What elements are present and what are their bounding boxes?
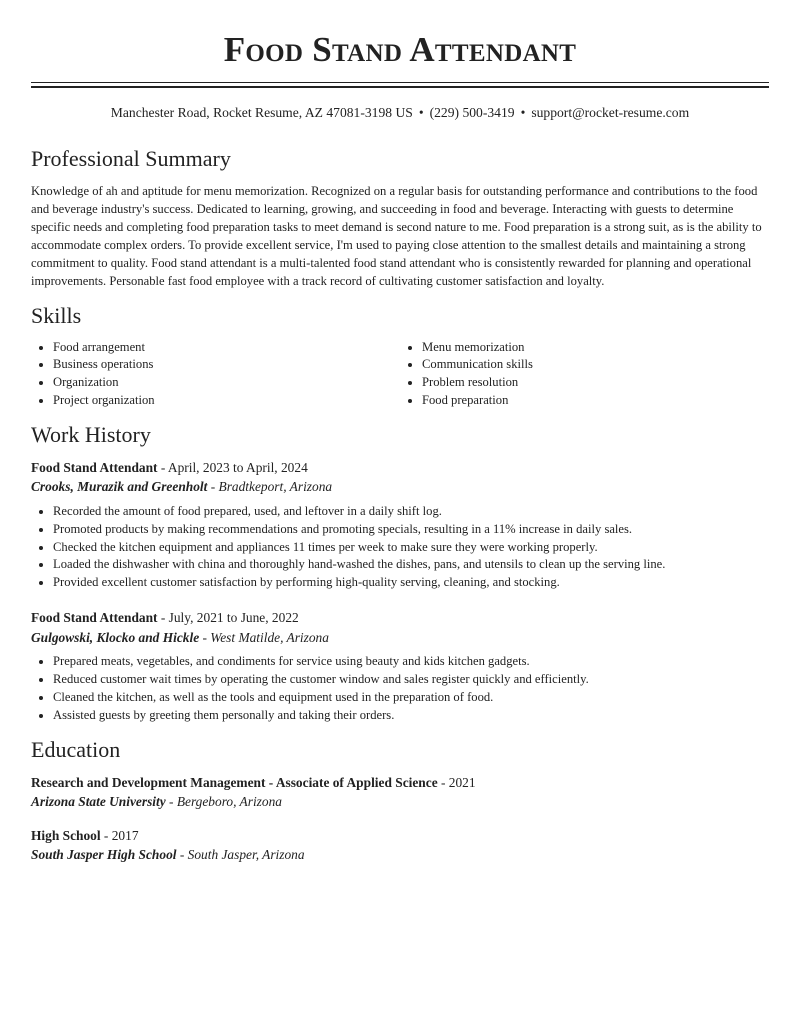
job-bullet: • Promoted products by making recommendations and promoting specials, resulting in a 11% increase in daily sales. <box>53 521 769 539</box>
skills-list <box>31 339 769 410</box>
degree-name: Research and Development Management - Associate of Applied Science <box>31 774 438 790</box>
education-entry <box>31 773 769 812</box>
skills-heading: Skills <box>31 302 82 328</box>
education-entry <box>31 826 769 865</box>
skill-item: • Business operations <box>53 356 400 374</box>
summary-text: Knowledge of ah and aptitude for menu memorization. Recognized on a regular basis for outstanding performance and contributions to the food and beverage industry's success. Dedicated to learning, growing, and succeeding in food and beverage. Interacting with guests to determine specific needs and completing food preparation tasks to meet demand is second nature to me. Food preparation is a strong suit, as is the ability to accommodate complex orders. To provide excellent service, I'm used to paying close attention to the smallest details and maintaining a strong commitment to quality. Food stand attendant is a multi-talented food stand attendant who is consistently rewarded for planning and operational improvements. Personable fast food employee with a track record of cultivating customer satisfaction and loyalty. <box>31 184 762 289</box>
school-line <box>31 792 769 812</box>
contact-line <box>31 103 769 123</box>
job-employer-line <box>31 477 769 497</box>
job-bullet: • Assisted guests by greeting them personally and taking their orders. <box>53 707 769 725</box>
job-employer-line <box>31 628 769 648</box>
header-divider <box>31 82 769 88</box>
skills-column-1 <box>31 339 400 410</box>
bullet-separator: • <box>520 105 526 120</box>
skill-item: • Problem resolution <box>422 374 769 392</box>
job-title-line <box>31 458 769 478</box>
contact-address: Manchester Road, Rocket Resume, AZ 47081-3198 US <box>110 105 413 120</box>
contact-email: support@rocket-resume.com <box>531 105 690 120</box>
skill-item: • Food arrangement <box>53 339 400 357</box>
work-history-heading: Work History <box>31 421 151 447</box>
graduation-year: - 2017 <box>100 827 139 843</box>
resume-name: Food Stand Attendant <box>223 30 577 69</box>
school-line <box>31 845 769 865</box>
job-bullet: • Provided excellent customer satisfaction by performing high-quality serving, cleaning, and stocking. <box>53 574 769 592</box>
job-bullet: • Loaded the dishwasher with china and thoroughly hand-washed the dishes, pans, and utensils to clean up the serving line. <box>53 556 769 574</box>
degree-line <box>31 773 769 793</box>
skill-item: • Project organization <box>53 392 400 410</box>
summary-heading: Professional Summary <box>31 146 231 171</box>
degree-name: High School <box>31 827 101 843</box>
school-name: Arizona State University <box>31 794 166 810</box>
job-role: Food Stand Attendant <box>31 459 158 475</box>
job-company: Crooks, Murazik and Greenholt <box>31 479 208 495</box>
graduation-year: - 2021 <box>437 774 476 790</box>
school-location: - Bergeboro, Arizona <box>165 794 282 810</box>
skills-column-2 <box>400 339 769 410</box>
job-bullets <box>31 503 769 593</box>
job-dates: - July, 2021 to June, 2022 <box>157 610 299 626</box>
school-name: South Jasper High School <box>31 847 177 863</box>
job-company: Gulgowski, Klocko and Hickle <box>31 629 200 645</box>
job-bullet: • Checked the kitchen equipment and appliances 11 times per week to make sure they were working properly. <box>53 539 769 557</box>
skill-item: • Communication skills <box>422 356 769 374</box>
job-entry <box>31 458 769 593</box>
skill-item: • Menu memorization <box>422 339 769 357</box>
job-title-line <box>31 608 769 628</box>
contact-phone: (229) 500-3419 <box>429 105 515 120</box>
degree-line <box>31 826 769 846</box>
job-location: - Bradtkeport, Arizona <box>207 479 333 495</box>
skill-item: • Organization <box>53 374 400 392</box>
job-dates: - April, 2023 to April, 2024 <box>157 459 308 475</box>
education-heading: Education <box>31 736 121 762</box>
job-role: Food Stand Attendant <box>31 610 158 626</box>
bullet-separator: • <box>418 105 424 120</box>
school-location: - South Jasper, Arizona <box>176 847 305 863</box>
job-bullet: • Cleaned the kitchen, as well as the tools and equipment used in the preparation of food. <box>53 689 769 707</box>
job-entry <box>31 608 769 725</box>
job-bullet: • Reduced customer wait times by operating the customer window and sales register quickly and efficiently. <box>53 671 769 689</box>
job-bullet: • Recorded the amount of food prepared, used, and leftover in a daily shift log. <box>53 503 769 521</box>
job-bullets <box>31 653 769 725</box>
job-location: - West Matilde, Arizona <box>199 629 329 645</box>
skill-item: • Food preparation <box>422 392 769 410</box>
job-bullet: • Prepared meats, vegetables, and condiments for service using beauty and kids kitchen gadgets. <box>53 653 769 671</box>
